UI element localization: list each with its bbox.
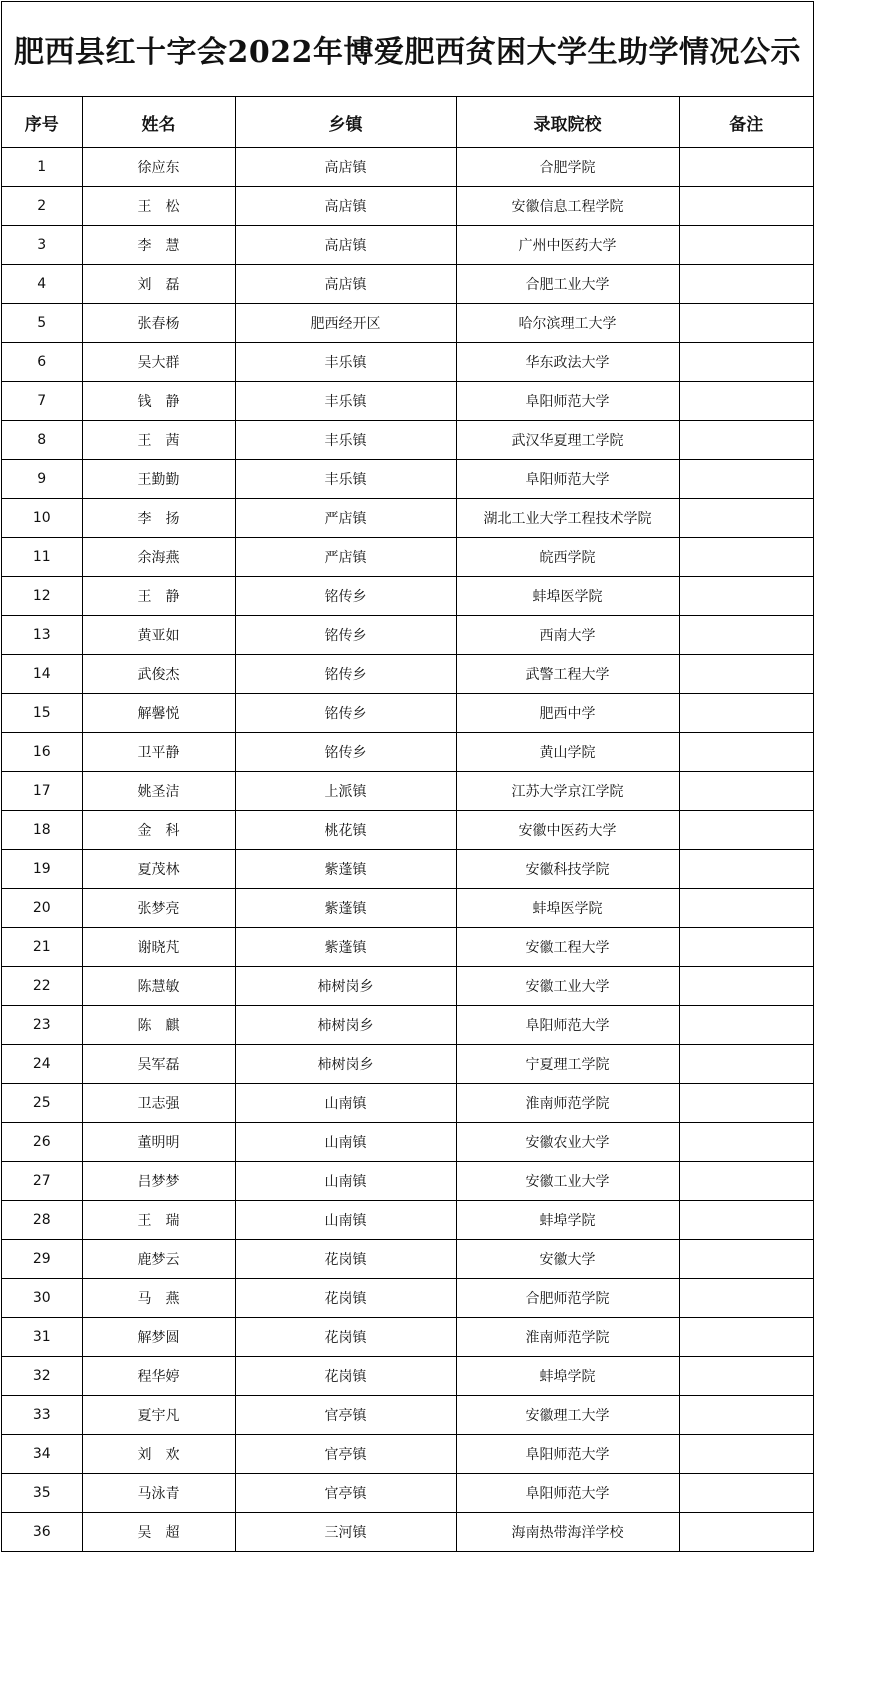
cell-township: 铭传乡: [235, 733, 456, 772]
cell-remarks: [679, 577, 813, 616]
cell-township: 肥西经开区: [235, 304, 456, 343]
cell-remarks: [679, 226, 813, 265]
cell-name: 张春杨: [82, 304, 235, 343]
cell-township: 柿树岗乡: [235, 1006, 456, 1045]
cell-index: 19: [2, 850, 82, 889]
cell-college: 合肥师范学院: [456, 1279, 679, 1318]
cell-name: 吴大群: [82, 343, 235, 382]
table-row: [2, 1123, 813, 1162]
cell-remarks: [679, 1006, 813, 1045]
cell-college: 淮南师范学院: [456, 1084, 679, 1123]
cell-remarks: [679, 148, 813, 187]
cell-index: 18: [2, 811, 82, 850]
cell-township: 山南镇: [235, 1162, 456, 1201]
cell-name: 王 茜: [82, 421, 235, 460]
cell-township: 山南镇: [235, 1084, 456, 1123]
cell-index: 10: [2, 499, 82, 538]
cell-name: 卫平静: [82, 733, 235, 772]
cell-remarks: [679, 616, 813, 655]
cell-township: 山南镇: [235, 1201, 456, 1240]
cell-township: 官亭镇: [235, 1474, 456, 1513]
cell-remarks: [679, 655, 813, 694]
table-row: [2, 811, 813, 850]
cell-township: 官亭镇: [235, 1396, 456, 1435]
cell-township: 山南镇: [235, 1123, 456, 1162]
cell-index: 23: [2, 1006, 82, 1045]
table-row: [2, 1006, 813, 1045]
cell-township: 上派镇: [235, 772, 456, 811]
cell-remarks: [679, 1396, 813, 1435]
cell-remarks: [679, 382, 813, 421]
table-row: [2, 1474, 813, 1513]
cell-remarks: [679, 1045, 813, 1084]
cell-index: 9: [2, 460, 82, 499]
cell-name: 王勤勤: [82, 460, 235, 499]
cell-index: 21: [2, 928, 82, 967]
cell-remarks: [679, 1435, 813, 1474]
cell-township: 高店镇: [235, 148, 456, 187]
cell-remarks: [679, 1201, 813, 1240]
cell-name: 马 燕: [82, 1279, 235, 1318]
cell-township: 柿树岗乡: [235, 967, 456, 1006]
cell-township: 三河镇: [235, 1513, 456, 1552]
cell-township: 铭传乡: [235, 577, 456, 616]
cell-township: 铭传乡: [235, 616, 456, 655]
cell-college: 安徽工程大学: [456, 928, 679, 967]
cell-index: 32: [2, 1357, 82, 1396]
cell-remarks: [679, 1162, 813, 1201]
table-row: [2, 304, 813, 343]
cell-college: 武汉华夏理工学院: [456, 421, 679, 460]
table-row: [2, 538, 813, 577]
cell-remarks: [679, 772, 813, 811]
cell-name: 吴 超: [82, 1513, 235, 1552]
cell-index: 15: [2, 694, 82, 733]
cell-index: 35: [2, 1474, 82, 1513]
cell-name: 钱 静: [82, 382, 235, 421]
cell-college: 蚌埠学院: [456, 1201, 679, 1240]
table-row: [2, 577, 813, 616]
cell-remarks: [679, 1357, 813, 1396]
cell-college: 安徽工业大学: [456, 967, 679, 1006]
cell-college: 肥西中学: [456, 694, 679, 733]
cell-college: 阜阳师范大学: [456, 1006, 679, 1045]
cell-name: 武俊杰: [82, 655, 235, 694]
cell-index: 7: [2, 382, 82, 421]
table-header-row: [2, 97, 813, 148]
cell-index: 36: [2, 1513, 82, 1552]
cell-remarks: [679, 967, 813, 1006]
cell-township: 官亭镇: [235, 1435, 456, 1474]
cell-remarks: [679, 850, 813, 889]
cell-college: 海南热带海洋学校: [456, 1513, 679, 1552]
table-row: [2, 1240, 813, 1279]
cell-college: 华东政法大学: [456, 343, 679, 382]
cell-college: 广州中医药大学: [456, 226, 679, 265]
cell-township: 柿树岗乡: [235, 1045, 456, 1084]
cell-college: 蚌埠医学院: [456, 889, 679, 928]
student-table: [2, 97, 813, 1551]
cell-index: 4: [2, 265, 82, 304]
cell-name: 刘 磊: [82, 265, 235, 304]
cell-remarks: [679, 1084, 813, 1123]
cell-township: 花岗镇: [235, 1279, 456, 1318]
cell-remarks: [679, 1513, 813, 1552]
cell-remarks: [679, 928, 813, 967]
table-row: [2, 889, 813, 928]
cell-name: 卫志强: [82, 1084, 235, 1123]
cell-name: 余海燕: [82, 538, 235, 577]
cell-name: 马泳青: [82, 1474, 235, 1513]
cell-remarks: [679, 811, 813, 850]
cell-index: 6: [2, 343, 82, 382]
cell-college: 合肥学院: [456, 148, 679, 187]
cell-name: 王 松: [82, 187, 235, 226]
cell-remarks: [679, 694, 813, 733]
cell-remarks: [679, 265, 813, 304]
cell-index: 14: [2, 655, 82, 694]
cell-college: 合肥工业大学: [456, 265, 679, 304]
cell-township: 高店镇: [235, 265, 456, 304]
cell-name: 鹿梦云: [82, 1240, 235, 1279]
cell-college: 皖西学院: [456, 538, 679, 577]
table-row: [2, 187, 813, 226]
column-header-college: 录取院校: [456, 97, 679, 148]
cell-index: 17: [2, 772, 82, 811]
table-row: [2, 1357, 813, 1396]
cell-name: 解馨悦: [82, 694, 235, 733]
cell-index: 13: [2, 616, 82, 655]
cell-name: 陈 麒: [82, 1006, 235, 1045]
cell-remarks: [679, 1318, 813, 1357]
table-row: [2, 226, 813, 265]
table-row: [2, 460, 813, 499]
cell-remarks: [679, 304, 813, 343]
column-header-name: 姓名: [82, 97, 235, 148]
cell-township: 严店镇: [235, 499, 456, 538]
cell-index: 30: [2, 1279, 82, 1318]
table-row: [2, 928, 813, 967]
page-title: 肥西县红十字会2022年博爱肥西贫困大学生助学情况公示: [2, 2, 813, 97]
cell-college: 淮南师范学院: [456, 1318, 679, 1357]
cell-index: 2: [2, 187, 82, 226]
table-row: [2, 1201, 813, 1240]
cell-index: 3: [2, 226, 82, 265]
table-row: [2, 850, 813, 889]
cell-college: 湖北工业大学工程技术学院: [456, 499, 679, 538]
cell-remarks: [679, 889, 813, 928]
cell-index: 28: [2, 1201, 82, 1240]
cell-index: 27: [2, 1162, 82, 1201]
table-row: [2, 148, 813, 187]
cell-college: 宁夏理工学院: [456, 1045, 679, 1084]
cell-college: 蚌埠医学院: [456, 577, 679, 616]
cell-college: 哈尔滨理工大学: [456, 304, 679, 343]
notice-sheet: [1, 1, 814, 1552]
cell-township: 紫蓬镇: [235, 928, 456, 967]
table-row: [2, 382, 813, 421]
table-row: [2, 1084, 813, 1123]
cell-college: 阜阳师范大学: [456, 460, 679, 499]
cell-college: 阜阳师范大学: [456, 1435, 679, 1474]
cell-college: 江苏大学京江学院: [456, 772, 679, 811]
cell-remarks: [679, 187, 813, 226]
cell-township: 紫蓬镇: [235, 850, 456, 889]
cell-name: 黄亚如: [82, 616, 235, 655]
cell-township: 高店镇: [235, 226, 456, 265]
cell-index: 33: [2, 1396, 82, 1435]
cell-index: 20: [2, 889, 82, 928]
cell-index: 8: [2, 421, 82, 460]
table-row: [2, 967, 813, 1006]
cell-township: 丰乐镇: [235, 343, 456, 382]
cell-township: 铭传乡: [235, 655, 456, 694]
cell-township: 丰乐镇: [235, 382, 456, 421]
cell-remarks: [679, 733, 813, 772]
table-row: [2, 499, 813, 538]
cell-township: 紫蓬镇: [235, 889, 456, 928]
cell-index: 11: [2, 538, 82, 577]
cell-remarks: [679, 538, 813, 577]
column-header-index: 序号: [2, 97, 82, 148]
cell-index: 1: [2, 148, 82, 187]
cell-name: 解梦圆: [82, 1318, 235, 1357]
table-row: [2, 616, 813, 655]
table-row: [2, 694, 813, 733]
cell-remarks: [679, 499, 813, 538]
cell-college: 安徽科技学院: [456, 850, 679, 889]
cell-remarks: [679, 1279, 813, 1318]
cell-township: 严店镇: [235, 538, 456, 577]
table-row: [2, 265, 813, 304]
cell-college: 安徽信息工程学院: [456, 187, 679, 226]
cell-name: 董明明: [82, 1123, 235, 1162]
table-row: [2, 1318, 813, 1357]
cell-name: 夏宇凡: [82, 1396, 235, 1435]
cell-college: 武警工程大学: [456, 655, 679, 694]
cell-name: 程华婷: [82, 1357, 235, 1396]
cell-college: 安徽农业大学: [456, 1123, 679, 1162]
table-row: [2, 733, 813, 772]
cell-index: 25: [2, 1084, 82, 1123]
cell-index: 24: [2, 1045, 82, 1084]
cell-index: 5: [2, 304, 82, 343]
column-header-remarks: 备注: [679, 97, 813, 148]
cell-college: 安徽理工大学: [456, 1396, 679, 1435]
table-row: [2, 1279, 813, 1318]
cell-name: 吕梦梦: [82, 1162, 235, 1201]
column-header-township: 乡镇: [235, 97, 456, 148]
cell-township: 铭传乡: [235, 694, 456, 733]
cell-index: 16: [2, 733, 82, 772]
table-row: [2, 1396, 813, 1435]
table-row: [2, 772, 813, 811]
cell-index: 22: [2, 967, 82, 1006]
cell-name: 姚圣洁: [82, 772, 235, 811]
cell-remarks: [679, 460, 813, 499]
cell-name: 张梦亮: [82, 889, 235, 928]
cell-college: 安徽大学: [456, 1240, 679, 1279]
cell-college: 蚌埠学院: [456, 1357, 679, 1396]
cell-remarks: [679, 1474, 813, 1513]
table-row: [2, 1162, 813, 1201]
cell-township: 丰乐镇: [235, 460, 456, 499]
cell-township: 桃花镇: [235, 811, 456, 850]
cell-name: 陈慧敏: [82, 967, 235, 1006]
cell-township: 花岗镇: [235, 1318, 456, 1357]
cell-name: 吴军磊: [82, 1045, 235, 1084]
cell-township: 花岗镇: [235, 1240, 456, 1279]
cell-name: 徐应东: [82, 148, 235, 187]
cell-township: 花岗镇: [235, 1357, 456, 1396]
cell-name: 王 瑞: [82, 1201, 235, 1240]
cell-index: 29: [2, 1240, 82, 1279]
table-row: [2, 1045, 813, 1084]
cell-name: 金 科: [82, 811, 235, 850]
cell-township: 高店镇: [235, 187, 456, 226]
cell-college: 黄山学院: [456, 733, 679, 772]
cell-college: 安徽工业大学: [456, 1162, 679, 1201]
cell-college: 安徽中医药大学: [456, 811, 679, 850]
cell-name: 王 静: [82, 577, 235, 616]
cell-college: 西南大学: [456, 616, 679, 655]
cell-college: 阜阳师范大学: [456, 382, 679, 421]
cell-name: 李 慧: [82, 226, 235, 265]
cell-name: 夏茂林: [82, 850, 235, 889]
cell-index: 12: [2, 577, 82, 616]
cell-index: 34: [2, 1435, 82, 1474]
cell-index: 31: [2, 1318, 82, 1357]
table-row: [2, 343, 813, 382]
cell-remarks: [679, 421, 813, 460]
table-row: [2, 421, 813, 460]
table-row: [2, 655, 813, 694]
cell-name: 李 扬: [82, 499, 235, 538]
cell-name: 谢晓芃: [82, 928, 235, 967]
cell-remarks: [679, 1123, 813, 1162]
cell-index: 26: [2, 1123, 82, 1162]
cell-name: 刘 欢: [82, 1435, 235, 1474]
table-row: [2, 1435, 813, 1474]
cell-college: 阜阳师范大学: [456, 1474, 679, 1513]
cell-township: 丰乐镇: [235, 421, 456, 460]
table-row: [2, 1513, 813, 1552]
cell-remarks: [679, 1240, 813, 1279]
cell-remarks: [679, 343, 813, 382]
